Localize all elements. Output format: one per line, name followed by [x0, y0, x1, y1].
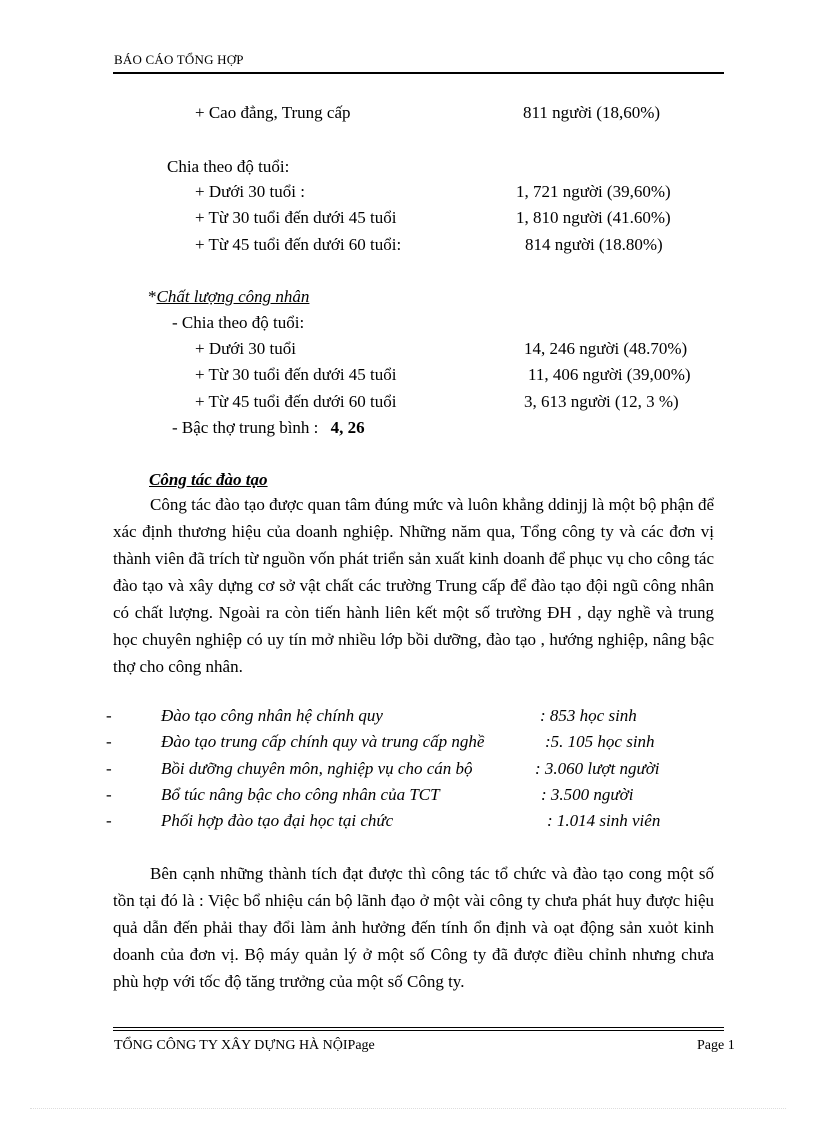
training-item-amount: : 3.500 người — [541, 785, 634, 804]
training-item-label: Bổ túc nâng bậc cho công nhân của TCT — [161, 785, 440, 804]
row-label: + Dưới 30 tuổi : — [195, 182, 305, 201]
row-label: + Từ 45 tuổi đến dưới 60 tuổi — [195, 392, 397, 411]
avg-grade-value: 4, 26 — [330, 418, 365, 437]
avg-grade-label: - Bậc thợ trung bình : — [172, 418, 319, 437]
row-label: + Dưới 30 tuổi — [195, 339, 296, 358]
row-value: 14, 246 người (48.70%) — [524, 339, 688, 358]
row-value: 814 người (18.80%) — [525, 235, 663, 254]
training-item — [0, 732, 816, 758]
page-bottom-border — [30, 1108, 786, 1109]
training-item-amount: : 853 học sinh — [540, 706, 637, 725]
training-item-amount: :5. 105 học sinh — [545, 732, 655, 751]
row-label: + Từ 30 tuổi đến dưới 45 tuổi — [195, 208, 397, 227]
training-item — [0, 706, 816, 732]
workers-age-heading: - Chia theo độ tuổi: — [172, 313, 305, 332]
page-header-title: BÁO CÁO TỔNG HỢP — [114, 52, 244, 67]
age-heading: Chia theo độ tuổi: — [167, 157, 290, 176]
footer-rule — [113, 1030, 724, 1031]
training-item — [0, 759, 816, 785]
star-marker: * — [148, 287, 157, 306]
row-label: + Từ 30 tuổi đến dưới 45 tuổi — [195, 365, 397, 384]
training-item-amount: : 3.060 lượt người — [535, 759, 660, 778]
avg-grade — [172, 417, 365, 439]
training-item-label: Phối hợp đào tạo đại học tại chức — [161, 811, 394, 830]
footer-page-number: Page 1 — [697, 1038, 735, 1053]
row-value: 811 người (18,60%) — [523, 103, 661, 122]
row-label: + Từ 45 tuổi đến dưới 60 tuổi: — [195, 235, 402, 254]
training-item — [0, 811, 816, 837]
bullet-dash: - — [106, 759, 112, 778]
workers-heading-text: Chất lượng công nhân — [156, 287, 310, 306]
footer-rule — [113, 1027, 724, 1028]
row-value: 3, 613 người (12, 3 %) — [524, 392, 679, 411]
footer-company: TỔNG CÔNG TY XÂY DỰNG HÀ NỘIPage — [114, 1038, 375, 1053]
row-value: 1, 721 người (39,60%) — [516, 182, 671, 201]
training-item-amount: : 1.014 sinh viên — [547, 811, 661, 830]
bullet-dash: - — [106, 706, 112, 725]
bullet-dash: - — [106, 732, 112, 751]
training-item — [0, 785, 816, 811]
bullet-dash: - — [106, 785, 112, 804]
training-paragraph — [113, 491, 714, 680]
training-item-label: Đào tạo trung cấp chính quy và trung cấp nghề — [161, 732, 485, 751]
training-item-label: Bồi dưỡng chuyên môn, nghiệp vụ cho cán bộ — [161, 759, 473, 778]
row-value: 11, 406 người (39,00%) — [528, 365, 691, 384]
training-heading: Công tác đào tạo — [149, 470, 268, 489]
conclusion-paragraph — [113, 860, 714, 995]
header-rule — [113, 72, 724, 74]
training-item-label: Đào tạo công nhân hệ chính quy — [161, 706, 383, 725]
conclusion-paragraph-text: Bên cạnh những thành tích đạt được thì công tác tổ chức và đào tạo cong một số tồn tại đó là : Việc bổ nhiệu cán bộ lãnh đạo ở một vài công ty chưa phát huy được hiệu quả dẫn đến phải thay đổi làm ảnh hưởng đến tính ổn định và oạt động sản xuỏt kinh doanh của đơn vị. Bộ máy quản lý ở một số Công ty đã được điều chỉnh nhưng chưa phù hợp với tốc độ tăng trưởng của một số Công ty. — [113, 864, 714, 991]
training-paragraph-text: Công tác đào tạo được quan tâm đúng mức và luôn khẳng ddinjj là một bộ phận để xác định thương hiệu của doanh nghiệp. Những năm qua, Tổng công ty và các đơn vị thành viên đã trích từ nguồn vốn phát triển sản xuất kinh doanh để phục vụ cho công tác đào tạo và xây dựng cơ sở vật chất các trường Trung cấp để đào tạo đội ngũ công nhân có chất lượng. Ngoài ra còn tiến hành liên kết một số trường ĐH , dạy nghề và trung học chuyên nghiệp có uy tín mở nhiều lớp bồi dưỡng, đào tạo , hướng nghiệp, nâng bậc thợ cho công nhân. — [113, 495, 714, 676]
bullet-dash: - — [106, 811, 112, 830]
workers-heading — [148, 286, 309, 308]
row-value: 1, 810 người (41.60%) — [516, 208, 671, 227]
row-label: + Cao đẳng, Trung cấp — [195, 103, 351, 122]
